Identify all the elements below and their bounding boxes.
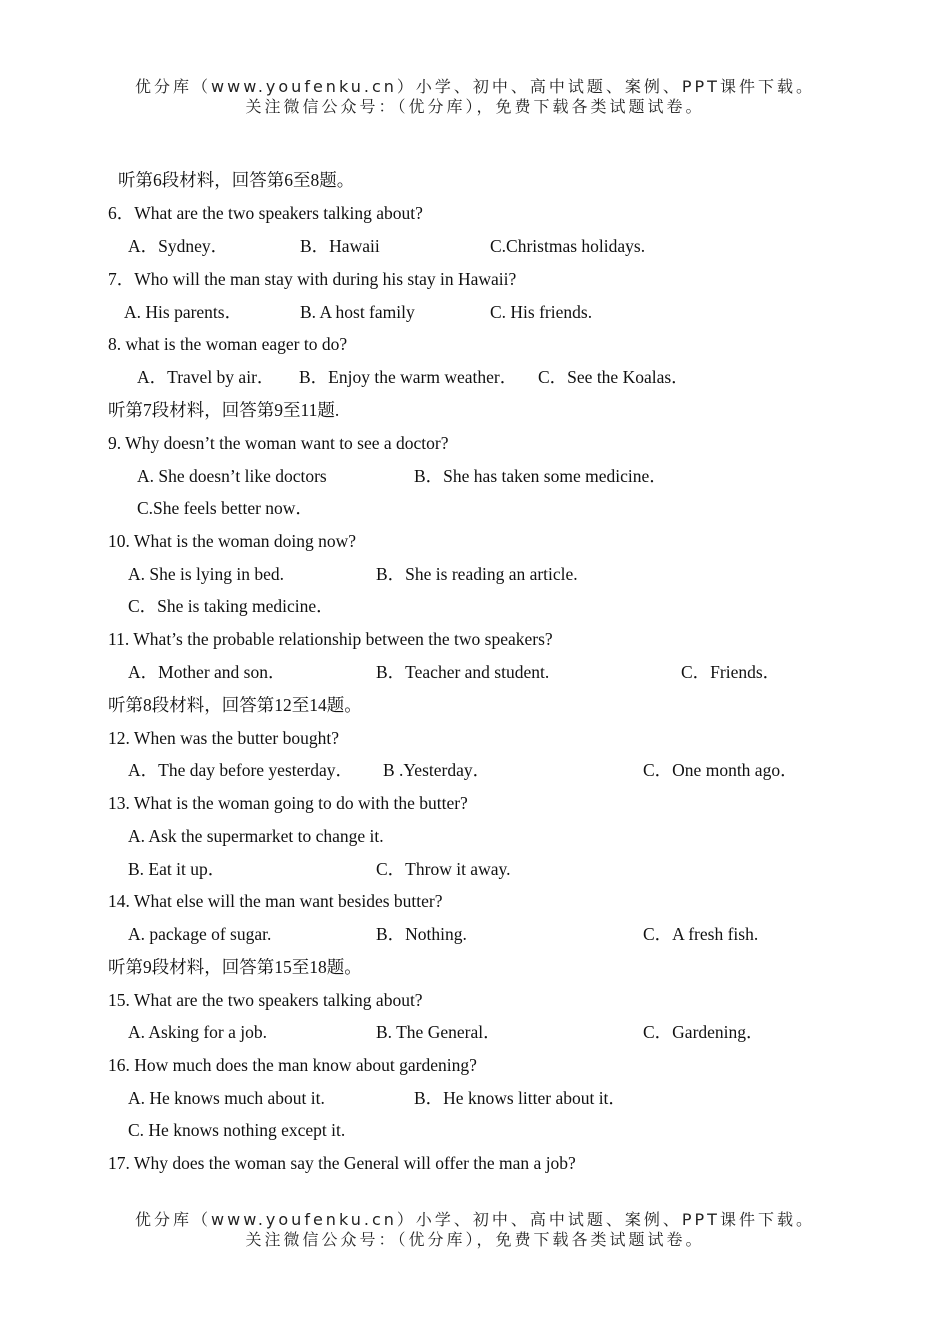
question-8-option-a: A．Travel by air． xyxy=(137,367,275,387)
section-heading-8: 听第8段材料，回答第12至14题。 xyxy=(108,695,362,715)
question-14-option-c: C．A fresh fish. xyxy=(643,924,759,944)
page-footer-line-1: 优分库（www.youfenku.cn）小学、初中、高中试题、案例、PPT课件下载。 xyxy=(135,1210,815,1229)
question-9-stem: 9. Why doesn’t the woman want to see a doctor? xyxy=(108,433,449,453)
question-9-option-b: B．She has taken some medicine． xyxy=(414,466,667,486)
question-7-stem: 7．Who will the man stay with during his stay in Hawaii? xyxy=(108,269,517,289)
question-13-option-b: B. Eat it up． xyxy=(128,859,226,879)
question-16-option-a: A. He knows much about it. xyxy=(128,1088,325,1108)
question-11-option-a: A．Mother and son． xyxy=(128,662,286,682)
section-heading-6: 听第6段材料，回答第6至8题。 xyxy=(118,170,355,190)
question-6-option-c: C.Christmas holidays. xyxy=(490,236,646,256)
section-heading-7: 听第7段材料，回答第9至11题. xyxy=(108,400,340,420)
question-16-stem: 16. How much does the man know about gardening? xyxy=(108,1055,477,1075)
question-8-option-c: C．See the Koalas． xyxy=(538,367,689,387)
page-footer-line-2: 关注微信公众号：（优分库），免费下载各类试题试卷。 xyxy=(245,1230,705,1249)
question-12-option-b: B .Yesterday． xyxy=(383,760,491,780)
question-6-option-b: B．Hawaii xyxy=(300,236,380,256)
question-10-option-c: C．She is taking medicine． xyxy=(128,596,334,616)
question-6-option-a: A．Sydney． xyxy=(128,236,229,256)
question-8-option-b: B．Enjoy the warm weather． xyxy=(299,367,518,387)
question-10-option-b: B．She is reading an article. xyxy=(376,564,578,584)
question-10-option-a: A. She is lying in bed. xyxy=(128,564,285,584)
question-15-option-b: B. The General． xyxy=(376,1022,501,1042)
question-11-stem: 11. What’s the probable relationship between the two speakers? xyxy=(108,629,553,649)
section-heading-9: 听第9段材料，回答第15至18题。 xyxy=(108,957,362,977)
question-12-stem: 12. When was the butter bought? xyxy=(108,728,340,748)
question-12-option-c: C．One month ago． xyxy=(643,760,798,780)
question-9-option-a: A. She doesn’t like doctors xyxy=(137,466,327,486)
page-header-line-2: 关注微信公众号：（优分库），免费下载各类试题试卷。 xyxy=(245,97,705,116)
question-13-option-c: C．Throw it away. xyxy=(376,859,511,879)
question-6-stem: 6．What are the two speakers talking about? xyxy=(108,203,423,223)
question-7-option-c: C. His friends. xyxy=(490,302,593,322)
question-17-stem: 17. Why does the woman say the General will offer the man a job? xyxy=(108,1153,576,1173)
question-9-option-c: C.She feels better now． xyxy=(137,498,313,518)
question-16-option-b: B．He knows litter about it． xyxy=(414,1088,626,1108)
question-14-stem: 14. What else will the man want besides butter? xyxy=(108,891,443,911)
question-7-option-b: B. A host family xyxy=(300,302,415,322)
question-15-stem: 15. What are the two speakers talking about? xyxy=(108,990,423,1010)
question-15-option-a: A. Asking for a job. xyxy=(128,1022,268,1042)
question-13-stem: 13. What is the woman going to do with the butter? xyxy=(108,793,468,813)
question-16-option-c: C. He knows nothing except it. xyxy=(128,1120,346,1140)
question-15-option-c: C．Gardening． xyxy=(643,1022,764,1042)
page-header-line-1: 优分库（www.youfenku.cn）小学、初中、高中试题、案例、PPT课件下载。 xyxy=(135,77,815,96)
question-13-option-a: A. Ask the supermarket to change it. xyxy=(128,826,384,846)
question-10-stem: 10. What is the woman doing now? xyxy=(108,531,357,551)
question-7-option-a: A. His parents． xyxy=(124,302,243,322)
question-11-option-b: B．Teacher and student. xyxy=(376,662,550,682)
question-14-option-a: A. package of sugar. xyxy=(128,924,272,944)
question-11-option-c: C．Friends． xyxy=(681,662,781,682)
question-12-option-a: A．The day before yesterday． xyxy=(128,760,353,780)
question-14-option-b: B．Nothing. xyxy=(376,924,467,944)
question-8-stem: 8. what is the woman eager to do? xyxy=(108,334,348,354)
